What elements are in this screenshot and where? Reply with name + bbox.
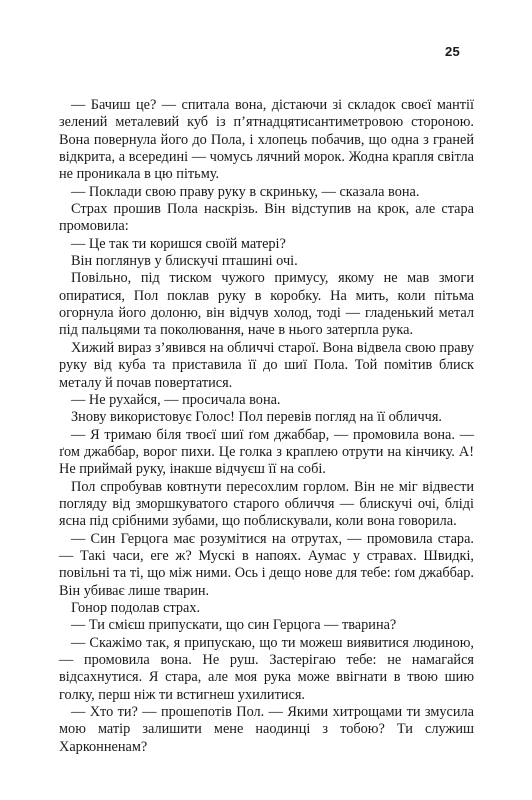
paragraph: Він поглянув у блискучі пташині очі. [71, 253, 298, 270]
paragraph: — Син Герцога має розумітися на отрутах, — промовила стара. — Такі часи, еге ж? Мускі в напоях. Аумас у стравах. Швидкі, повільні та ті, що між ними. Ось і дещо нове для тебе: ґом джаббар. Він убиває лише тварин. [59, 530, 474, 599]
paragraph: Знову використовує Голос! Пол перевів погляд на її обличчя. [71, 409, 442, 426]
paragraph: Гонор подолав страх. [71, 599, 201, 616]
paragraph: Пол спробував ковтнути пересохлим горлом. Він не міг відвести погляду від зморшкуватого старого обличчя — блискучі очі, бліді ясна під срібними зубами, що поблискували, коли вона говорила. [59, 478, 474, 530]
paragraph: Хижий вираз з’явився на обличчі старої. Вона відвела свою праву руку від куба та приставила її до шиї Пола. Той помітив блиск металу й почав повертатися. [59, 339, 474, 391]
paragraph: — Поклади свою праву руку в скриньку, — сказала вона. [71, 183, 420, 200]
paragraph: — Хто ти? — прошепотів Пол. — Якими хитрощами ти змусила мою матір залишити мене наодинці з тобою? Ти служиш Харконненам? [59, 704, 474, 755]
body-text [59, 97, 474, 756]
paragraph: Страх прошив Пола наскрізь. Він відступив на крок, але стара промовила: [59, 201, 474, 235]
paragraph: — Ти смієш припускати, що син Герцога — тварина? [71, 617, 397, 634]
page-number: 25 [444, 44, 460, 59]
paragraph: — Бачиш це? — спитала вона, дістаючи зі складок своєї мантії зелений металевий куб із п’ятнадцятисантиметровою стороною. Вона повернула його до Пола, і хлопець побачив, що одна з граней відкрита, а всередині — чомусь лячний морок. Жодна крапля світла не проникала в цю пітьму. [59, 97, 474, 183]
paragraph: — Це так ти коришся своїй матері? [71, 235, 286, 252]
paragraph: — Я тримаю біля твоєї шиї ґом джаббар, — промовила вона. — ґом джаббар, ворог пихи. Це голка з краплею отрути на кінчику. А! Не приймай руку, інакше відчуєш її на собі. [59, 426, 474, 478]
paragraph: — Скажімо так, я припускаю, що ти можеш виявитися людиною, — промовила вона. Не руш. Застерігаю тебе: не намагайся відсахнутися. Я стара, але моя рука може ввігнати в твою шию голку, перш ніж ти встигнеш ухилитися. [59, 634, 474, 703]
paragraph: Повільно, під тиском чужого примусу, якому не мав змоги опиратися, Пол поклав руку в коробку. На мить, коли пітьма огорнула його долоню, він відчув холод, тоді — гладенький метал під пальцями та поколювання, наче в нього затерпла рука. [59, 270, 474, 339]
paragraph: — Не рухайся, — просичала вона. [71, 391, 281, 408]
